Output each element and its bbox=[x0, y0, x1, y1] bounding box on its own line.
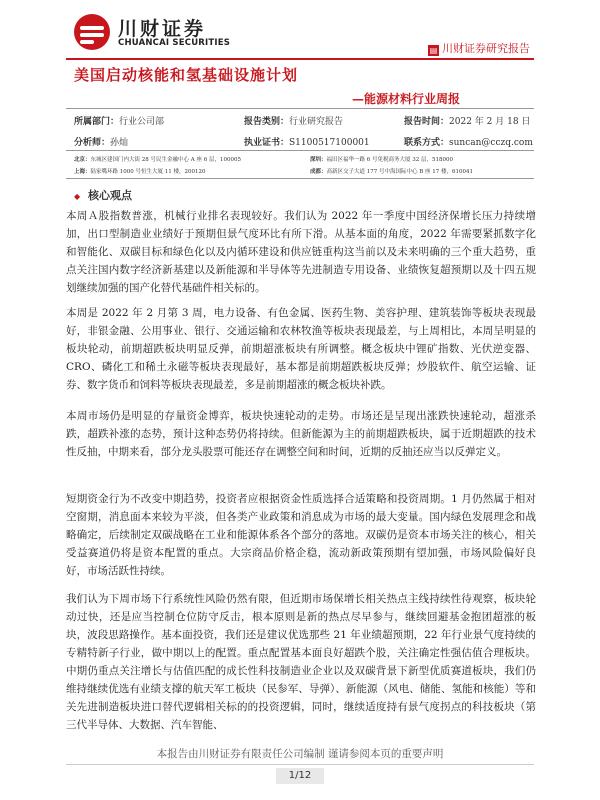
contact-label: 联系方式： bbox=[404, 138, 450, 148]
report-header bbox=[0, 0, 600, 62]
address-shenzhen: 深圳：福田区福华一路 6 号免税商务大厦 32 层，518000 bbox=[310, 157, 454, 163]
info-top-divider bbox=[66, 108, 534, 109]
address-chengdu: 成都：高新区交子大道 177 号中海国际中心 B 座 17 楼，610041 bbox=[310, 169, 474, 175]
report-type-tag bbox=[428, 40, 530, 56]
cert-label: 执业证书： bbox=[244, 138, 290, 148]
info-mid-divider bbox=[66, 150, 534, 151]
category-value: 行业研究报告 bbox=[289, 117, 344, 127]
report-type-label: 川财证券研究报告 bbox=[442, 42, 530, 55]
analyst-value: 孙灿 bbox=[110, 138, 129, 148]
contact-value: suncan@cczq.com bbox=[449, 138, 533, 148]
paragraph-2: 本周是 2022 年 2 月第 3 周，电力设备、有色金属、医药生物、美容护理、建筑装饰等板块表现最好，非银金融、公用事业、银行、交通运输和农林牧渔等板块表现最差，与上周相比，本周呈明显的板块轮动，前期超跌板块明显反弹，前期超涨板块有所调整。概念板块中锂矿指数、光伏逆变器、CRO、磷化工和稀土永磁等板块表现最好，基本都是前期超跌板块反弹；炒股软件、航空运输、证券、数字货币和饲料等板块表现最差，多是前期超涨的概念板块补跌。 bbox=[66, 307, 536, 391]
diamond-bullet-icon: ◆ bbox=[74, 191, 81, 201]
company-name-cn: 川财证券 bbox=[118, 18, 207, 40]
footer-disclaimer: 本报告由川财证券有限责任公司编制 谨请参阅本页的重要声明 bbox=[156, 748, 444, 760]
time-value: 2022 年 2 月 18 日 bbox=[449, 117, 531, 127]
company-logo-icon bbox=[74, 14, 110, 50]
page-number: 1/12 bbox=[276, 768, 324, 784]
paragraph-3: 本周市场仍是明显的存量资金博弈，板块快速轮动的走势。市场还是呈现出涨跌快速轮动，超涨杀跌，超跌补涨的态势，预计这种态势仍将持续。但新能源为主的前期超跌板块，属于近期超跌的技术性反抽，中期来看，部分龙头股票可能还存在调整空间和时间，近期的反抽还应当以反弹定义。 bbox=[66, 410, 536, 458]
document-icon: ▤ bbox=[429, 46, 438, 55]
address-beijing: 北京：东城区建国门内大街 28 号民生金融中心 A 座 6 层，100005 bbox=[74, 157, 241, 163]
footer-divider bbox=[66, 764, 534, 765]
paragraph-4: 短期资金行为不改变中期趋势，投资者应根据资金性质选择合适策略和投资周期。1 月仍然属于相对空窗期，消息面本来较为平淡，但各类产业政策和消息成为市场的最大变量。国内绿色发展理念和战略确定，后续制定双碳战略在工业和能源体系各个部分的落地。双碳仍是资本市场关注的核心，相关受益赛道仍将是资本配置的重点。大宗商品价格企稳，流动新政策预期有望加强，市场风险偏好良好，市场活跃性持续。 bbox=[66, 493, 536, 577]
analyst-label: 分析师： bbox=[74, 138, 111, 148]
category-label: 报告类别： bbox=[244, 117, 290, 127]
cert-value: S1100517100001 bbox=[289, 138, 370, 148]
dept-value: 行业公司部 bbox=[119, 117, 165, 127]
header-divider bbox=[66, 58, 534, 60]
paragraph-5: 我们认为下周市场下行系统性风险仍然有限，但近期市场保增长相关热点主线持续性待观察，板块轮动过快，还是应当控制仓位防守反击，根本原则是新的热点尽早参与，继续回避基金抱团超涨的板块，波段思路操作。基本面投资，我们还是建议优选那些 21 年业绩超预期，22 年行业景气度持续的专精特新子行业，做中期以上的配置。重点配置基本面良好超跌个股，关注确定性强估值合理板块。中期仍重点关注增长与估值匹配的成长性科技制造业企业以及双碳背景下新型优质赛道板块，我们仍维持继续优选有业绩支撑的航天军工板块（民参军、导弹）、新能源（风电、储能、氢能和核能）等和关先进制造板块进口替代逻辑相关标的的投资逻辑，同时，继续适度持有景气度拐点的科技板块（第三代半导体、大数据、汽车智能、 bbox=[66, 593, 536, 731]
report-title: 美国启动核能和氢基础设施计划 bbox=[74, 66, 299, 84]
section-heading bbox=[74, 187, 132, 203]
section-title: 核心观点 bbox=[88, 189, 132, 202]
company-name-en: CHUANCAI SECURITIES bbox=[118, 38, 231, 48]
paragraph-1: 本周Ａ股指数普涨，机械行业排名表现较好。我们认为 2022 年一季度中国经济保增长压力持续增加，出口型制造业业绩好于预期但景气度环比有所下滑。从基本面的角度，2022 年需要紧抓数字化和智能化、双碳目标和绿色化以及内循环建设和供应链重构这当前以及未来明确的三个重大趋势，重点关注国内数字经济新基建以及新能源和半导体等先进制造专用设备、业绩恢复超预期以及十四五规划继续加强的国产化替代基础件相关标的。 bbox=[66, 210, 536, 294]
dept-label: 所属部门： bbox=[74, 117, 120, 127]
report-subtitle: —能源材料行业周报 bbox=[351, 92, 460, 106]
address-shanghai: 上海：陆家嘴环路 1000 号恒生大厦 11 楼，200120 bbox=[74, 169, 206, 175]
info-bottom-divider bbox=[66, 178, 534, 179]
time-label: 报告时间： bbox=[404, 117, 450, 127]
